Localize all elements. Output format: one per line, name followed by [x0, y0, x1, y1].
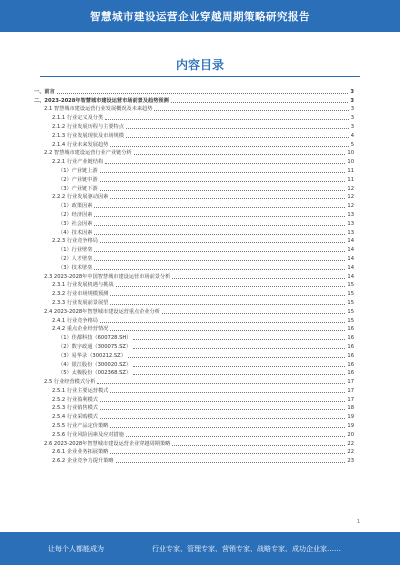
toc-entry-page: 16 — [347, 370, 354, 377]
toc-entry[interactable] — [34, 262, 354, 271]
toc-entry-label: 二、2023-2028年智慧城市建设运营市场前景及趋势预测 — [34, 97, 169, 104]
toc-entry[interactable] — [34, 86, 354, 95]
toc-entry-page: 14 — [347, 247, 354, 254]
toc-entry[interactable] — [34, 165, 354, 174]
toc-entry-label: 一、前言 — [34, 88, 55, 95]
toc-entry-label: 2.1 智慧城市建设运营行业发展概况及未来趋势 — [44, 106, 153, 113]
toc-leader-dots — [172, 278, 345, 279]
toc-entry-page: 12 — [347, 185, 354, 192]
toc-entry[interactable] — [34, 420, 354, 429]
toc-entry[interactable] — [34, 350, 354, 359]
toc-entry-page: 16 — [347, 352, 354, 359]
toc-entry[interactable] — [34, 297, 354, 306]
toc-entry[interactable] — [34, 385, 354, 394]
toc-leader-dots — [172, 445, 345, 446]
toc-entry-label: 2.1.1 行业定义及分类 — [52, 115, 104, 122]
toc-entry-page: 15 — [347, 308, 354, 315]
toc-leader-dots — [94, 234, 345, 235]
toc-entry[interactable] — [34, 455, 354, 464]
toc-entry-page: 19 — [347, 423, 354, 430]
toc-leader-dots — [94, 251, 345, 252]
toc-leader-dots — [126, 128, 349, 129]
toc-entry[interactable] — [34, 174, 354, 183]
toc-entry[interactable] — [34, 121, 354, 130]
toc-entry[interactable] — [34, 218, 354, 227]
toc-leader-dots — [154, 110, 348, 111]
toc-entry-page: 15 — [347, 282, 354, 289]
toc-entry-page: 10 — [347, 159, 354, 166]
toc-entry-page: 11 — [347, 167, 354, 174]
toc-entry-page: 22 — [347, 440, 354, 447]
toc-entry-label: 2.4.2 重点企业经营情况 — [52, 326, 109, 333]
toc-entry-label: 2.5.2 行业盈利模式 — [52, 396, 98, 403]
toc-entry[interactable] — [34, 253, 354, 262]
toc-leader-dots — [133, 374, 345, 375]
toc-leader-dots — [116, 462, 346, 463]
toc-entry[interactable] — [34, 288, 354, 297]
toc-leader-dots — [110, 198, 345, 199]
toc-entry[interactable] — [34, 192, 354, 201]
toc-entry-label: （3）产业链下游 — [58, 185, 98, 192]
toc-entry-page: 12 — [347, 203, 354, 210]
toc-entry[interactable] — [34, 112, 354, 121]
toc-entry[interactable] — [34, 359, 354, 368]
toc-entry-label: （1）行业壁垒 — [58, 247, 93, 254]
toc-entry[interactable] — [34, 200, 354, 209]
toc-leader-dots — [134, 154, 346, 155]
toc-entry[interactable] — [34, 411, 354, 420]
toc-entry[interactable] — [34, 280, 354, 289]
toc-entry[interactable] — [34, 227, 354, 236]
toc-entry-page: 15 — [347, 299, 354, 306]
toc-entry[interactable] — [34, 368, 354, 377]
footer-slogan: 让每个人都能成为 — [48, 544, 104, 553]
page-number: 1 — [356, 519, 360, 525]
toc-entry[interactable] — [34, 104, 354, 113]
toc-entry[interactable] — [34, 156, 354, 165]
toc-leader-dots — [110, 304, 345, 305]
toc-leader-dots — [128, 357, 345, 358]
toc-leader-dots — [110, 392, 345, 393]
toc-entry-page: 13 — [347, 211, 354, 218]
toc-entry-label: （2）人才壁垒 — [58, 255, 93, 262]
toc-entry-page: 3 — [350, 106, 354, 113]
toc-entry-label: （1）佳都科技（600728.SH） — [58, 335, 132, 342]
toc-entry-page: 14 — [347, 264, 354, 271]
toc-leader-dots — [100, 418, 345, 419]
toc-leader-dots — [133, 348, 345, 349]
toc-entry-page: 14 — [347, 273, 354, 280]
toc-entry-label: （4）技术因素 — [58, 229, 93, 236]
toc-divider — [40, 76, 360, 77]
toc-entry[interactable] — [34, 236, 354, 245]
header-banner — [0, 0, 400, 32]
toc-entry-label: 2.1.3 行业发展现状及市场规模 — [52, 132, 124, 139]
toc-entry-label: 2.6.2 企业竞争力提升策略 — [52, 458, 114, 465]
toc-entry-page: 17 — [347, 387, 354, 394]
toc-leader-dots — [100, 401, 345, 402]
toc-entry-label: 2.2.1 行业产业链结构 — [52, 159, 104, 166]
footer-tagline: 行业专家、管理专家、营销专家、战略专家、成功企业家…… — [152, 544, 341, 553]
toc-entry-page: 3 — [350, 97, 354, 104]
toc-entry-label: 2.1.2 行业发展历程与主要特点 — [52, 123, 124, 130]
toc-entry-label: 2.3.3 行业发展前景展望 — [52, 299, 109, 306]
footer-banner — [0, 532, 400, 565]
toc-entry[interactable] — [34, 130, 354, 139]
toc-leader-dots — [110, 146, 348, 147]
toc-entry-label: （3）技术壁垒 — [58, 264, 93, 271]
toc-leader-dots — [94, 225, 345, 226]
toc-entry-label: （2）产业链中游 — [58, 176, 98, 183]
toc-entry-label: （3）社会因素 — [58, 220, 93, 227]
toc-entry[interactable] — [34, 271, 354, 280]
toc-entry-page: 4 — [350, 132, 354, 139]
toc-entry[interactable] — [34, 139, 354, 148]
toc-leader-dots — [105, 163, 345, 164]
toc-entry[interactable] — [34, 332, 354, 341]
toc-entry[interactable] — [34, 95, 354, 104]
toc-entry-label: （2）数字政通（300075.SZ） — [58, 343, 132, 350]
toc-entry-label: 2.3.2 行业市场规模预测 — [52, 291, 109, 298]
toc-entry[interactable] — [34, 306, 354, 315]
toc-entry-label: 2.6.1 企业业务拓展策略 — [52, 449, 109, 456]
toc-leader-dots — [100, 322, 345, 323]
toc-leader-dots — [133, 339, 345, 340]
toc-entry-page: 13 — [347, 220, 354, 227]
toc-entry-page: 15 — [347, 291, 354, 298]
toc-entry-page: 22 — [347, 449, 354, 456]
toc-entry-page: 16 — [347, 326, 354, 333]
toc-entry-label: 2.2 智慧城市建设运营行业产业链分析 — [44, 150, 132, 157]
toc-entry-page: 20 — [347, 431, 354, 438]
toc-entry-page: 18 — [347, 405, 354, 412]
toc-leader-dots — [110, 295, 345, 296]
toc-leader-dots — [94, 207, 345, 208]
toc-entry-label: 2.3 2023-2028年中国智慧城市建设运营市场前景分析 — [44, 273, 171, 280]
toc-leader-dots — [100, 181, 346, 182]
toc-entry-page: 12 — [347, 194, 354, 201]
toc-entry-page: 3 — [350, 88, 354, 95]
toc-entry-label: （3）易华录（300212.SZ） — [58, 352, 126, 359]
toc-leader-dots — [110, 330, 345, 331]
toc-entry[interactable] — [34, 148, 354, 157]
toc-entry-page: 14 — [347, 238, 354, 245]
toc-entry[interactable] — [34, 394, 354, 403]
toc-entry-page: 16 — [347, 335, 354, 342]
toc-entry[interactable] — [34, 209, 354, 218]
toc-entry-page: 16 — [347, 343, 354, 350]
toc-entry-label: 2.5.1 行业主要运营模式 — [52, 387, 109, 394]
toc-leader-dots — [110, 427, 345, 428]
report-title: 智慧城市建设运营企业穿越周期策略研究报告 — [90, 10, 310, 23]
toc-leader-dots — [100, 172, 346, 173]
toc-entry-label: 2.2.2 行业发展驱动因素 — [52, 194, 109, 201]
toc-leader-dots — [126, 137, 349, 138]
toc-leader-dots — [100, 409, 345, 410]
table-of-contents — [34, 86, 354, 464]
toc-entry-label: 2.5.6 行业风险因素及应对措施 — [52, 431, 124, 438]
toc-leader-dots — [100, 190, 346, 191]
toc-entry-label: 2.5.4 行业采购模式 — [52, 414, 98, 421]
toc-entry[interactable] — [34, 429, 354, 438]
toc-leader-dots — [57, 93, 349, 94]
toc-entry[interactable] — [34, 403, 354, 412]
toc-entry-label: 2.4 2023-2028年智慧城市建设运营重点企业分析 — [44, 308, 160, 315]
toc-entry[interactable] — [34, 438, 354, 447]
toc-entry-page: 5 — [350, 141, 354, 148]
toc-entry-page: 10 — [347, 150, 354, 157]
toc-entry-label: 2.3.1 行业发展机遇与挑战 — [52, 282, 114, 289]
toc-entry[interactable] — [34, 341, 354, 350]
toc-leader-dots — [133, 366, 345, 367]
toc-entry-label: （5）太极股份（002368.SZ） — [58, 370, 132, 377]
toc-entry-page: 19 — [347, 414, 354, 421]
toc-entry-label: 2.2.3 行业竞争格局 — [52, 238, 98, 245]
toc-entry-page: 14 — [347, 255, 354, 262]
toc-entry-label: （1）产业链上游 — [58, 167, 98, 174]
toc-entry-page: 17 — [347, 379, 354, 386]
toc-leader-dots — [94, 216, 345, 217]
toc-entry[interactable] — [34, 315, 354, 324]
toc-entry-page: 3 — [350, 115, 354, 122]
toc-entry-label: （1）政策因素 — [58, 203, 93, 210]
toc-entry-label: 2.4.1 行业竞争格局 — [52, 317, 98, 324]
toc-entry-label: 2.5.5 行业产品定价策略 — [52, 423, 109, 430]
toc-entry[interactable] — [34, 447, 354, 456]
toc-entry[interactable] — [34, 183, 354, 192]
toc-leader-dots — [100, 242, 345, 243]
toc-entry[interactable] — [34, 376, 354, 385]
toc-entry-label: 2.5 行业经营模式分析 — [44, 379, 96, 386]
toc-entry[interactable] — [34, 244, 354, 253]
toc-entry-page: 23 — [347, 458, 354, 465]
toc-entry-page: 13 — [347, 229, 354, 236]
toc-leader-dots — [162, 313, 345, 314]
toc-entry-label: （4）银江股份（300020.SZ） — [58, 361, 132, 368]
toc-leader-dots — [126, 436, 345, 437]
toc-entry-label: 2.1.4 行业未来发展趋势 — [52, 141, 109, 148]
toc-heading: 内容目录 — [175, 58, 224, 72]
toc-leader-dots — [94, 269, 345, 270]
toc-entry-label: 2.5.3 行业销售模式 — [52, 405, 98, 412]
toc-leader-dots — [94, 260, 345, 261]
toc-leader-dots — [171, 102, 349, 103]
toc-entry[interactable] — [34, 324, 354, 333]
toc-leader-dots — [105, 119, 349, 120]
toc-leader-dots — [110, 453, 345, 454]
toc-entry-page: 17 — [347, 396, 354, 403]
toc-entry-page: 3 — [350, 123, 354, 130]
toc-leader-dots — [97, 383, 345, 384]
toc-entry-page: 11 — [347, 176, 354, 183]
toc-entry-page: 15 — [347, 317, 354, 324]
toc-entry-label: 2.6 2023-2028年智慧城市建设运营企业穿越周期策略 — [44, 440, 171, 447]
toc-entry-label: （2）经济因素 — [58, 211, 93, 218]
toc-entry-page: 16 — [347, 361, 354, 368]
toc-leader-dots — [116, 286, 346, 287]
